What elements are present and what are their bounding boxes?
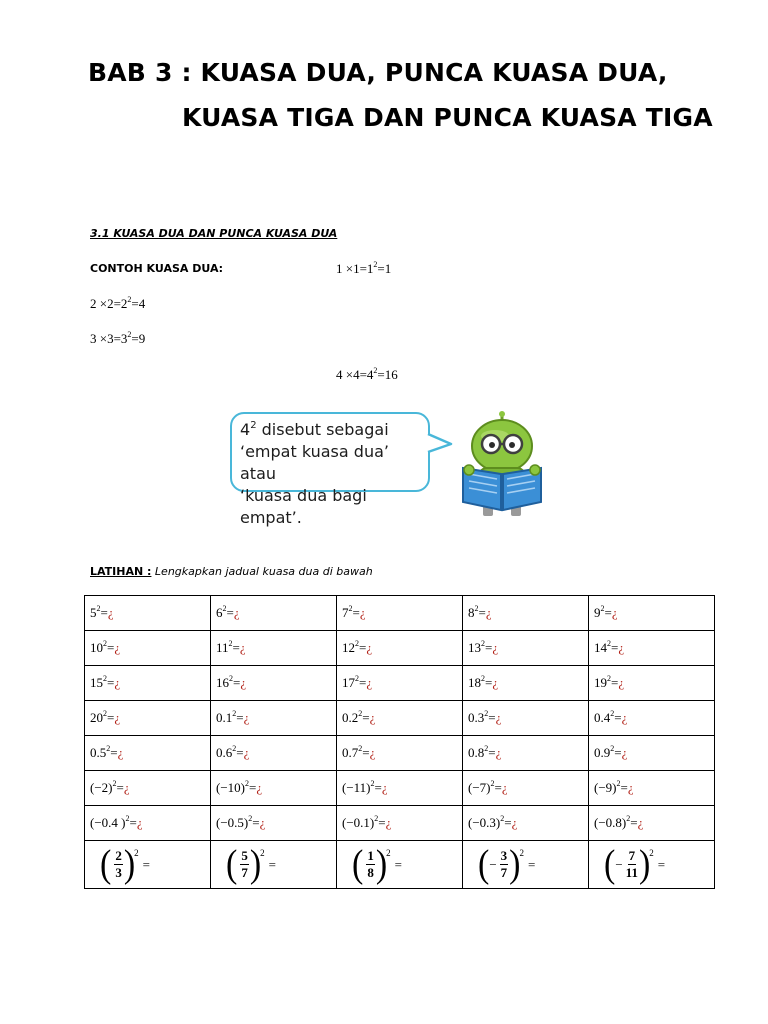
speech-bubble-tail bbox=[427, 432, 453, 456]
bubble-line-3: ‘kuasa dua bagi empat’. bbox=[240, 486, 367, 527]
cell-equals: = bbox=[614, 745, 622, 760]
cell-equals: = bbox=[485, 640, 493, 655]
cell-exponent: 2 bbox=[103, 674, 107, 683]
answer-placeholder: ¿ bbox=[117, 745, 124, 760]
cell-base: 11 bbox=[216, 640, 229, 655]
square-cell bbox=[463, 736, 589, 771]
square-cell bbox=[589, 771, 715, 806]
answer-placeholder: ¿ bbox=[618, 675, 625, 690]
cell-base: 14 bbox=[594, 640, 607, 655]
cell-base: (−7) bbox=[468, 780, 491, 795]
cell-equals: = bbox=[611, 640, 619, 655]
cell-equals: = bbox=[233, 675, 241, 690]
fraction-denominator: 3 bbox=[115, 865, 122, 880]
square-cell bbox=[589, 631, 715, 666]
square-cell bbox=[589, 596, 715, 631]
example-label: CONTOH KUASA DUA: bbox=[90, 262, 224, 275]
cell-exponent: 2 bbox=[610, 709, 615, 718]
cell-equals: = bbox=[657, 856, 666, 872]
cell-exponent: 2 bbox=[616, 779, 621, 788]
cell-equals: = bbox=[359, 675, 367, 690]
cell-equals: = bbox=[630, 815, 638, 830]
square-cell bbox=[337, 771, 463, 806]
table-row bbox=[85, 701, 715, 736]
cell-exponent: 2 bbox=[607, 674, 611, 683]
cell-equals: = bbox=[394, 856, 402, 872]
cell-base: 20 bbox=[90, 710, 103, 725]
square-cell bbox=[211, 631, 337, 666]
cell-equals: = bbox=[488, 710, 496, 725]
cell-equals: = bbox=[478, 605, 486, 620]
table-row bbox=[85, 841, 715, 889]
square-cell bbox=[589, 701, 715, 736]
answer-placeholder: ¿ bbox=[495, 710, 502, 725]
cell-exponent: 2 bbox=[96, 604, 101, 613]
square-cell bbox=[85, 806, 211, 841]
cell-base: (−0.3) bbox=[468, 815, 501, 830]
fraction-numerator: 2 bbox=[115, 848, 122, 863]
square-cell bbox=[211, 701, 337, 736]
chapter-title-line-1: BAB 3 : KUASA DUA, PUNCA KUASA DUA, bbox=[88, 58, 668, 87]
answer-placeholder: ¿ bbox=[366, 640, 373, 655]
cell-exponent: 2 bbox=[358, 744, 363, 753]
example-3: $3 \times 3=3^2=9$ bbox=[90, 330, 146, 346]
fraction-expression: ( $\frac{5}{7}$ ) 2 = bbox=[226, 842, 276, 886]
square-cell bbox=[211, 771, 337, 806]
table-row bbox=[85, 666, 715, 701]
answer-placeholder: ¿ bbox=[136, 815, 143, 830]
cell-exponent: 2 bbox=[474, 604, 479, 613]
cell-exponent: 2 bbox=[229, 674, 233, 683]
cell-equals: = bbox=[528, 856, 536, 872]
answer-placeholder: ¿ bbox=[114, 640, 121, 655]
fraction-denominator: 8 bbox=[367, 865, 374, 880]
cell-equals: = bbox=[494, 780, 502, 795]
cell-equals: = bbox=[352, 605, 360, 620]
cell-base: 16 bbox=[216, 675, 229, 690]
cell-base: 5 bbox=[90, 605, 97, 620]
square-cell bbox=[463, 666, 589, 701]
cell-base: 0.4 bbox=[594, 710, 611, 725]
exercise-label: LATIHAN : bbox=[90, 565, 152, 578]
example-4: $4 \times 4=4^2=16$ bbox=[336, 366, 398, 382]
answer-placeholder: ¿ bbox=[369, 710, 376, 725]
cell-base: (−0.5) bbox=[216, 815, 249, 830]
answer-placeholder: ¿ bbox=[621, 710, 628, 725]
cell-exponent: 2 bbox=[106, 744, 111, 753]
square-cell bbox=[589, 806, 715, 841]
bubble-line-2: ‘empat kuasa dua’ atau bbox=[240, 442, 389, 483]
answer-placeholder: ¿ bbox=[123, 780, 130, 795]
square-cell bbox=[463, 771, 589, 806]
cell-exponent: 2 bbox=[112, 779, 117, 788]
square-cell bbox=[211, 596, 337, 631]
cell-base: 0.6 bbox=[216, 745, 233, 760]
answer-placeholder: ¿ bbox=[385, 815, 392, 830]
cell-exponent: 2 bbox=[358, 709, 363, 718]
answer-placeholder: ¿ bbox=[259, 815, 266, 830]
fraction-sign: − bbox=[615, 856, 623, 872]
cell-base: (−0.1) bbox=[342, 815, 375, 830]
fraction-expression: ( − $\frac{3}{7}$ ) 2 = bbox=[478, 842, 536, 886]
answer-placeholder: ¿ bbox=[107, 605, 114, 620]
table-row bbox=[85, 631, 715, 666]
cell-base: 0.2 bbox=[342, 710, 359, 725]
answer-placeholder: ¿ bbox=[492, 675, 499, 690]
fraction-square-cell bbox=[85, 841, 211, 889]
section-heading: 3.1 KUASA DUA DAN PUNCA KUASA DUA bbox=[90, 227, 338, 240]
fraction-expression: ( $\frac{2}{3}$ ) 2 = bbox=[100, 842, 150, 886]
cell-base: 13 bbox=[468, 640, 481, 655]
cell-exponent: 2 bbox=[607, 639, 611, 648]
cell-base: (−2) bbox=[90, 780, 113, 795]
cell-base: (−10) bbox=[216, 780, 245, 795]
cell-equals: = bbox=[488, 745, 496, 760]
square-cell bbox=[589, 736, 715, 771]
answer-placeholder: ¿ bbox=[621, 745, 628, 760]
fraction bbox=[240, 848, 249, 881]
cell-exponent: 2 bbox=[232, 744, 237, 753]
cell-equals: = bbox=[226, 605, 234, 620]
answer-placeholder: ¿ bbox=[369, 745, 376, 760]
square-cell bbox=[85, 631, 211, 666]
cell-base: 0.1 bbox=[216, 710, 233, 725]
cell-base: 8 bbox=[468, 605, 475, 620]
chapter-title-line-2: KUASA TIGA DAN PUNCA KUASA TIGA bbox=[182, 103, 713, 132]
cell-equals: = bbox=[142, 856, 150, 872]
square-cell bbox=[337, 736, 463, 771]
fraction bbox=[626, 848, 638, 881]
cell-base: (−9) bbox=[594, 780, 617, 795]
fraction-square-cell bbox=[589, 841, 715, 889]
cell-base: 0.9 bbox=[594, 745, 611, 760]
example-2: $2 \times 2=2^2=4$ bbox=[90, 295, 146, 311]
speech-bubble bbox=[230, 412, 430, 527]
fraction-numerator: 3 bbox=[500, 848, 508, 863]
cell-exponent: 2 bbox=[374, 814, 379, 823]
cell-base: 0.3 bbox=[468, 710, 485, 725]
cell-base: 7 bbox=[342, 605, 349, 620]
cell-exponent: 2 bbox=[245, 779, 249, 788]
cell-base: 12 bbox=[342, 640, 355, 655]
cell-exponent: 2 bbox=[222, 604, 227, 613]
cell-equals: = bbox=[362, 710, 370, 725]
square-cell bbox=[463, 631, 589, 666]
cell-exponent: 2 bbox=[348, 604, 353, 613]
answer-placeholder: ¿ bbox=[233, 605, 240, 620]
cell-exponent: 2 bbox=[232, 709, 237, 718]
square-cell bbox=[337, 631, 463, 666]
example-1: $1 \times 1=1^2=1$ bbox=[336, 260, 392, 276]
square-cell bbox=[211, 806, 337, 841]
cell-equals: = bbox=[249, 780, 257, 795]
cell-exponent: 2 bbox=[610, 744, 615, 753]
table-row bbox=[85, 806, 715, 841]
fraction bbox=[114, 848, 123, 881]
fraction-numerator: 7 bbox=[628, 848, 636, 863]
answer-placeholder: ¿ bbox=[637, 815, 644, 830]
cell-exponent: 2 bbox=[103, 639, 107, 648]
cell-exponent: 2 bbox=[355, 639, 359, 648]
cell-base: 6 bbox=[216, 605, 223, 620]
cell-equals: = bbox=[614, 710, 622, 725]
fraction-numerator: 5 bbox=[241, 848, 248, 863]
fraction-square-cell bbox=[337, 841, 463, 889]
cell-base: 15 bbox=[90, 675, 103, 690]
cell-equals: = bbox=[604, 605, 612, 620]
cell-equals: = bbox=[485, 675, 493, 690]
fraction-exponent: 2 bbox=[134, 847, 139, 858]
cell-equals: = bbox=[359, 640, 367, 655]
square-cell bbox=[463, 596, 589, 631]
answer-placeholder: ¿ bbox=[627, 780, 634, 795]
square-cell bbox=[211, 736, 337, 771]
fraction-exponent: 2 bbox=[649, 847, 654, 858]
fraction-denominator: 7 bbox=[500, 865, 508, 880]
cell-equals: = bbox=[236, 710, 244, 725]
fraction-square-cell bbox=[211, 841, 337, 889]
square-cell bbox=[85, 701, 211, 736]
fraction bbox=[500, 848, 509, 881]
cell-equals: = bbox=[107, 640, 115, 655]
fraction-denominator: 11 bbox=[625, 865, 638, 880]
square-cell bbox=[211, 666, 337, 701]
cell-equals: = bbox=[378, 815, 386, 830]
bubble-line-1: $4^2$ disebut sebagai bbox=[240, 420, 389, 439]
answer-placeholder: ¿ bbox=[359, 605, 366, 620]
fraction-expression: ( − $\frac{7}{11}$ ) 2 = bbox=[604, 842, 666, 886]
cell-exponent: 2 bbox=[355, 674, 359, 683]
square-cell bbox=[85, 771, 211, 806]
cell-equals: = bbox=[268, 856, 276, 872]
square-cell bbox=[337, 596, 463, 631]
fraction-sign: − bbox=[489, 856, 497, 872]
answer-placeholder: ¿ bbox=[485, 605, 492, 620]
fraction-exponent: 2 bbox=[519, 847, 524, 858]
robot-reading-book-icon bbox=[455, 410, 550, 520]
cell-equals: = bbox=[100, 605, 108, 620]
answer-placeholder: ¿ bbox=[501, 780, 508, 795]
cell-equals: = bbox=[232, 640, 240, 655]
cell-base: 19 bbox=[594, 675, 607, 690]
cell-exponent: 2 bbox=[484, 744, 489, 753]
exercise-instruction: Lengkapkan jadual kuasa dua di bawah bbox=[154, 565, 373, 578]
fraction-exponent: 2 bbox=[386, 847, 391, 858]
answer-placeholder: ¿ bbox=[366, 675, 373, 690]
answer-placeholder: ¿ bbox=[114, 710, 121, 725]
answer-placeholder: ¿ bbox=[618, 640, 625, 655]
cell-equals: = bbox=[116, 780, 124, 795]
square-cell bbox=[337, 806, 463, 841]
cell-base: 0.5 bbox=[90, 745, 107, 760]
square-cell bbox=[589, 666, 715, 701]
answer-placeholder: ¿ bbox=[611, 605, 618, 620]
answer-placeholder: ¿ bbox=[511, 815, 518, 830]
cell-base: 10 bbox=[90, 640, 103, 655]
cell-exponent: 2 bbox=[490, 779, 495, 788]
cell-base: 9 bbox=[594, 605, 601, 620]
cell-equals: = bbox=[129, 815, 137, 830]
cell-equals: = bbox=[374, 780, 382, 795]
square-exercise-table bbox=[84, 595, 715, 889]
cell-exponent: 2 bbox=[248, 814, 253, 823]
answer-placeholder: ¿ bbox=[492, 640, 499, 655]
cell-exponent: 2 bbox=[626, 814, 631, 823]
answer-placeholder: ¿ bbox=[243, 710, 250, 725]
answer-placeholder: ¿ bbox=[239, 640, 246, 655]
cell-equals: = bbox=[504, 815, 512, 830]
cell-equals: = bbox=[236, 745, 244, 760]
square-cell bbox=[463, 701, 589, 736]
table-row bbox=[85, 736, 715, 771]
cell-base: 0.7 bbox=[342, 745, 359, 760]
cell-exponent: 2 bbox=[500, 814, 505, 823]
cell-exponent: 2 bbox=[228, 639, 233, 648]
cell-base: (−0.8) bbox=[594, 815, 627, 830]
fraction-exponent: 2 bbox=[260, 847, 265, 858]
square-cell bbox=[337, 701, 463, 736]
cell-exponent: 2 bbox=[600, 604, 605, 613]
cell-exponent: 2 bbox=[481, 639, 485, 648]
square-cell bbox=[463, 806, 589, 841]
square-cell bbox=[337, 666, 463, 701]
cell-exponent: 2 bbox=[103, 709, 107, 718]
cell-equals: = bbox=[252, 815, 260, 830]
cell-equals: = bbox=[362, 745, 370, 760]
cell-base: (−0.4 ) bbox=[90, 815, 126, 830]
fraction-denominator: 7 bbox=[241, 865, 248, 880]
cell-equals: = bbox=[107, 710, 115, 725]
answer-placeholder: ¿ bbox=[381, 780, 388, 795]
fraction-numerator: 1 bbox=[367, 848, 374, 863]
fraction-square-cell bbox=[463, 841, 589, 889]
fraction-expression: ( $\frac{1}{8}$ ) 2 = bbox=[352, 842, 402, 886]
answer-placeholder: ¿ bbox=[240, 675, 247, 690]
cell-base: 17 bbox=[342, 675, 355, 690]
cell-base: (−11) bbox=[342, 780, 371, 795]
answer-placeholder: ¿ bbox=[243, 745, 250, 760]
cell-exponent: 2 bbox=[484, 709, 489, 718]
answer-placeholder: ¿ bbox=[495, 745, 502, 760]
table-row bbox=[85, 596, 715, 631]
cell-exponent: 2 bbox=[125, 814, 130, 823]
square-cell bbox=[85, 666, 211, 701]
cell-equals: = bbox=[620, 780, 628, 795]
fraction bbox=[366, 848, 375, 881]
cell-equals: = bbox=[107, 675, 115, 690]
answer-placeholder: ¿ bbox=[114, 675, 121, 690]
exercise-heading bbox=[90, 565, 373, 578]
cell-equals: = bbox=[110, 745, 118, 760]
cell-base: 18 bbox=[468, 675, 481, 690]
cell-base: 0.8 bbox=[468, 745, 485, 760]
cell-equals: = bbox=[611, 675, 619, 690]
cell-exponent: 2 bbox=[481, 674, 485, 683]
table-row bbox=[85, 771, 715, 806]
answer-placeholder: ¿ bbox=[256, 780, 263, 795]
square-cell bbox=[85, 596, 211, 631]
square-cell bbox=[85, 736, 211, 771]
cell-exponent: 2 bbox=[370, 779, 375, 788]
